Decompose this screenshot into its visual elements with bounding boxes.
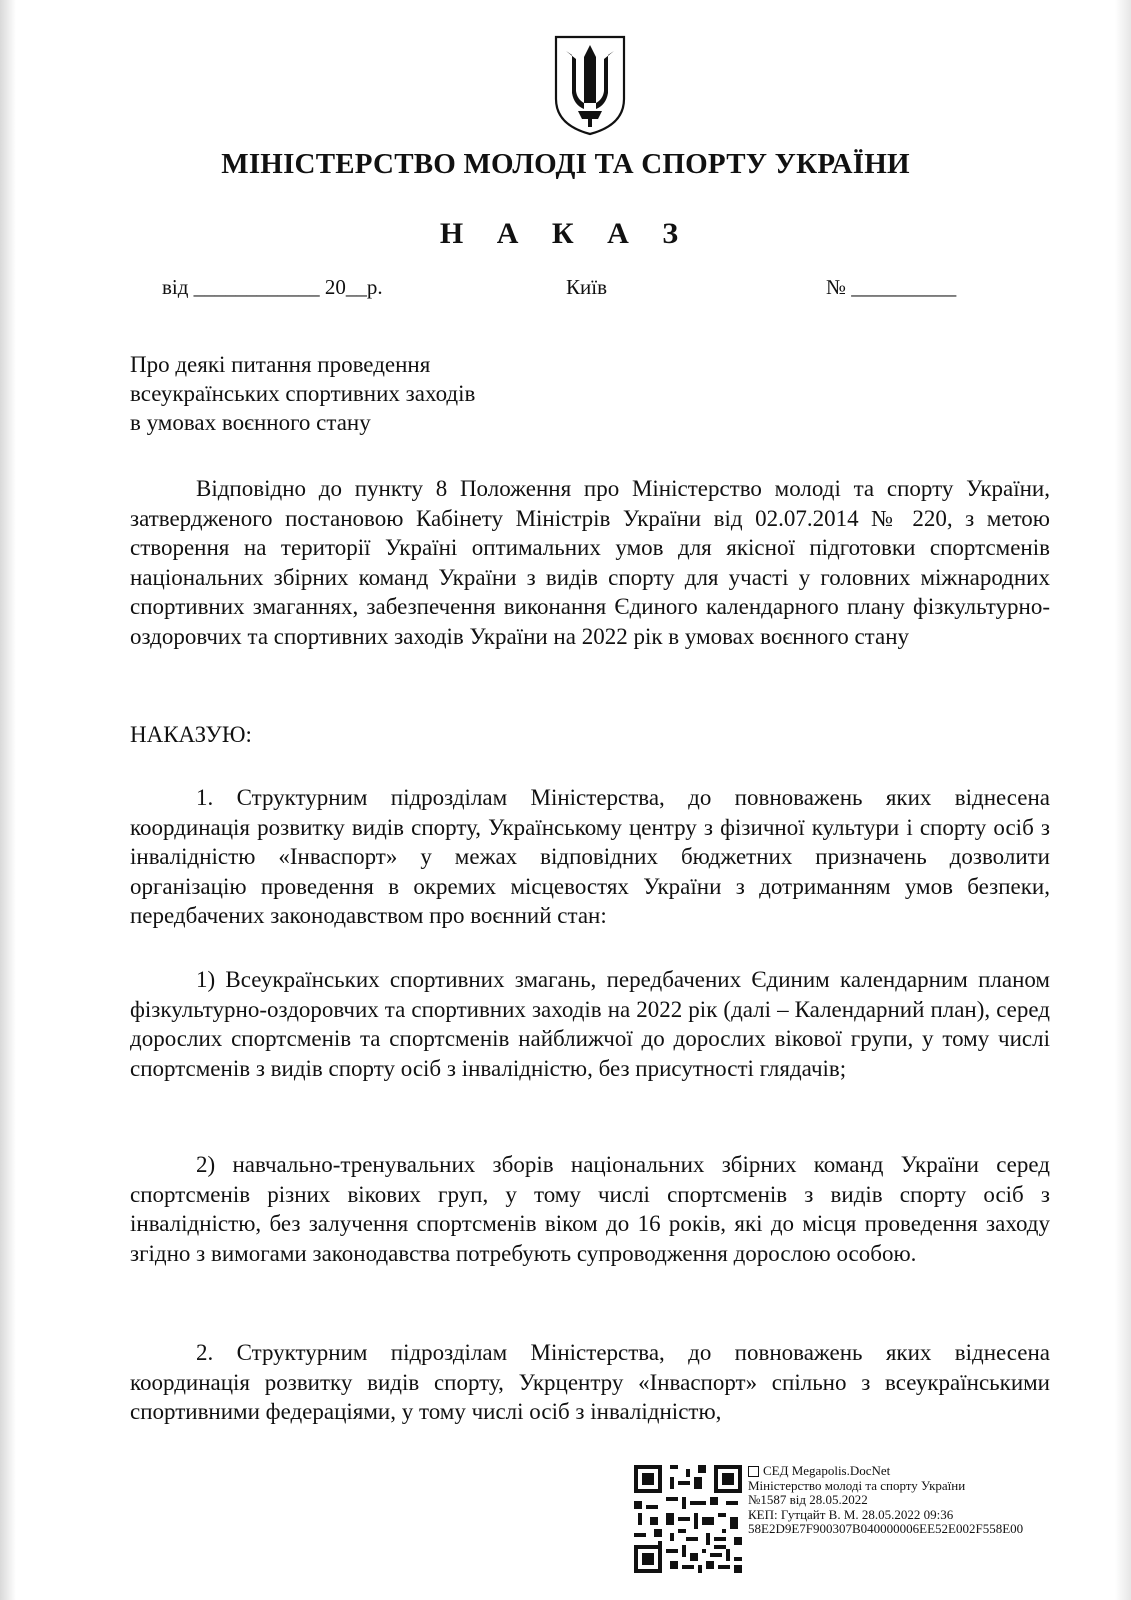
qr-code-icon — [634, 1465, 742, 1573]
date-line: від ____________ 20__р. — [162, 275, 383, 299]
document-type-title: Н А К А З — [439, 217, 692, 250]
subject-line: всеукраїнських спортивних заходів — [130, 381, 476, 406]
subject-line: в умовах воєнного стану — [130, 410, 371, 435]
city-label: Київ — [566, 275, 607, 299]
preamble-paragraph: Відповідно до пункту 8 Положення про Міністерство молоді та спорту України, затвердженого постановою Кабінету Міністрів України від 02.07.2014 № 220, з метою створення на території Україні оптимальних умов для якісної підготовки спортсменів національних збірних команд України з видів спорту для участі у головних міжнародних спортивних змаганнях, забезпечення виконання Єдиного календарного плану фізкультурно-оздоровчих та спортивних заходів України на 2022 рік в умовах воєнного стану — [130, 476, 1050, 649]
clause-1-2-paragraph: 2) навчально-тренувальних зборів національних збірних команд України серед спортсменів різних вікових груп, у тому числі спортсменів з видів спорту осіб з інвалідністю, без залучення спортсменів віком до 16 років, які до місця проведення заходу згідно з вимогами законодавства потребують супроводження дорослою особою. — [130, 1152, 1050, 1266]
stamp-organization: Міністерство молоді та спорту України — [748, 1477, 966, 1493]
stamp-registration: №1587 від 28.05.2022 — [748, 1492, 868, 1507]
clause-2-paragraph: 2. Структурним підрозділам Міністерства, до повноважень яких віднесена координація розвитку видів спорту, Укрцентру «Інваспорт» спільно з всеукраїнськими спортивними федераціями, у тому числі осіб з інвалідністю, — [130, 1340, 1050, 1424]
subject-line: Про деякі питання проведення — [130, 352, 431, 377]
order-subject — [130, 350, 630, 437]
number-line: № __________ — [826, 275, 957, 299]
electronic-signature-stamp — [748, 1464, 1023, 1537]
order-word: НАКАЗУЮ: — [130, 722, 252, 747]
coat-of-arms-icon — [552, 33, 628, 137]
stamp-certificate-id: 58E2D9E7F900307B040000006EE52E002F558E00 — [748, 1521, 1024, 1536]
checkbox-icon — [748, 1466, 759, 1477]
ministry-name: МІНІСТЕРСТВО МОЛОДІ ТА СПОРТУ УКРАЇНИ — [221, 148, 910, 180]
clause-1-1-paragraph: 1) Всеукраїнських спортивних змагань, передбачених Єдиним календарним планом фізкультурно-оздоровчих та спортивних заходів на 2022 рік (далі – Календарний план), серед дорослих спортсменів та спортсменів найближчої до дорослих вікової групи, у тому числі спортсменів з видів спорту осіб з інвалідністю, без присутності глядачів; — [130, 967, 1050, 1081]
stamp-system: СЕД Megapolis.DocNet — [763, 1463, 891, 1478]
stamp-signature: КЕП: Гутцайт В. М. 28.05.2022 09:36 — [748, 1506, 954, 1522]
clause-1-paragraph: 1. Структурним підрозділам Міністерства, до повноважень яких віднесена координація розвитку видів спорту, Українському центру з фізичної культури і спорту осіб з інвалідністю «Інваспорт» у межах відповідних бюджетних призначень дозволити організацію проведення в окремих місцевостях України з дотриманням умов безпеки, передбачених законодавством про воєнний стан: — [130, 785, 1050, 928]
